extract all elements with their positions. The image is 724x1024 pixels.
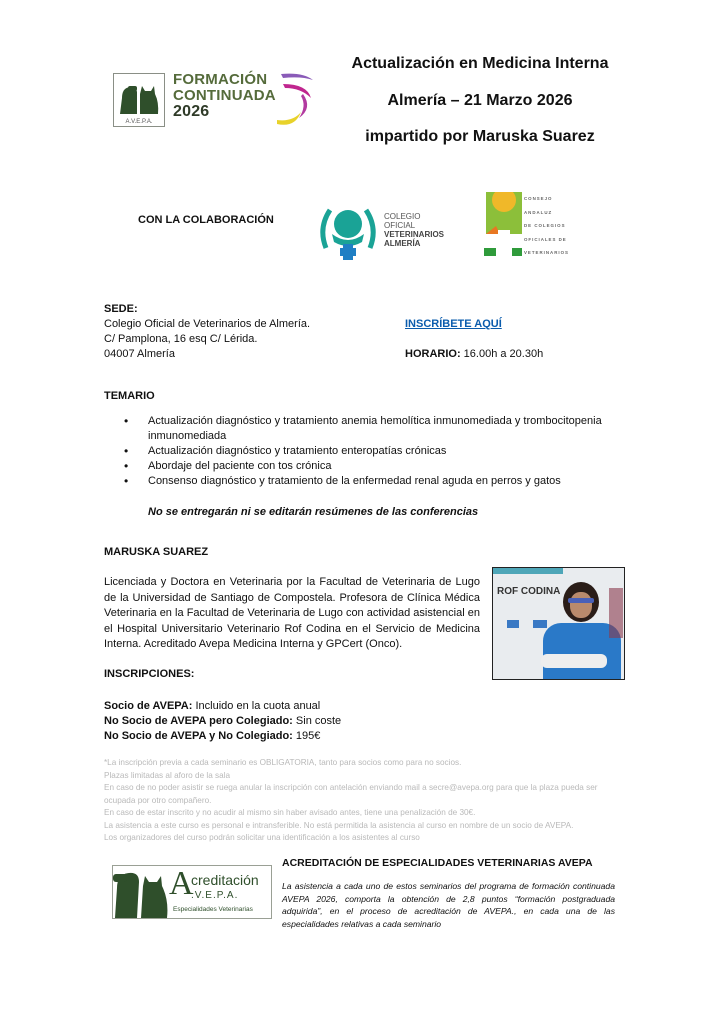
- photo-face: [570, 592, 592, 618]
- photo-sign-logo: [507, 620, 519, 628]
- acred-initial: A: [169, 865, 194, 902]
- avepa-box: [113, 73, 165, 127]
- inscripciones-label: INSCRIPCIONES:: [104, 668, 195, 680]
- temario-label: TEMARIO: [104, 390, 155, 402]
- temario-list: [124, 414, 624, 489]
- horario-label: HORARIO:: [405, 348, 461, 360]
- consejo-emblem-icon: [484, 188, 524, 258]
- photo-banner: [493, 568, 563, 574]
- inscripcion-row: [104, 729, 341, 744]
- temario-item: • Actualización diagnóstico y tratamiento anemia hemolítica inmunomediada y trombocitopenia inmunomediada: [124, 414, 624, 444]
- sede-line: C/ Pamplona, 16 esq C/ Lérida.: [104, 333, 258, 345]
- temario-item: • Consenso diagnóstico y tratamiento de la enfermedad renal aguda en perros y gatos: [124, 474, 624, 489]
- speaker-photo: [492, 567, 625, 680]
- formacion-continuada-logo: [113, 70, 313, 130]
- temario-note: No se entregarán ni se editarán resúmenes de las conferencias: [148, 506, 479, 518]
- temario-item: • Actualización diagnóstico y tratamiento enteropatías crónicas: [124, 444, 624, 459]
- note-line: Plazas limitadas al aforo de la sala: [104, 770, 231, 780]
- acreditacion-text: La asistencia a cada uno de estos seminarios del programa de formación continuada AVEPA 2026, comporta la obtención de 2,8 puntos “formación postgraduada adquirida”, en el proceso de acreditación de AVEPA., en cada una de las especialidades relativas a cada seminario: [282, 881, 615, 929]
- inscripcion-label: No Socio de AVEPA pero Colegiado:: [104, 715, 293, 727]
- note-line: En caso de no poder asistir se ruega anular la inscripción con antelación enviando mail a secre@avepa.org para que la plaza pueda ser ocupada por otro compañero.: [104, 783, 598, 805]
- photo-arms: [541, 654, 607, 668]
- acred-word: creditación: [191, 872, 259, 888]
- logo-line2: CONTINUADA: [173, 87, 276, 104]
- note-line: La asistencia a este curso es personal e intransferible. No está permitida la asistencia al curso en nombre de un socio de AVEPA.: [104, 820, 574, 830]
- consejo-line: VETERINARIOS: [524, 250, 569, 255]
- horario: [405, 347, 543, 362]
- horario-value: 16.00h a 20.30h: [463, 348, 544, 360]
- photo-glasses: [568, 598, 594, 603]
- speaker-bio: Licenciada y Doctora en Veterinaria por la Facultad de Veterinaria de Lugo de la Universidad de Santiago de Compostela. Profesora de Clínica Médica Veterinaria en la Facultad de Veterinaria de Lugo con actividad asistencial en el Hospital Universitario Veterinario Rof Codina en el Servicio de Medicina Interna. Acreditado Avepa Medicina Interna y GPCert (Onco).: [104, 576, 480, 650]
- dog-cat-silhouette-icon: [114, 74, 164, 126]
- colegio-text: [384, 212, 446, 248]
- note-line: *La inscripción previa a cada seminario es OBLIGATORIA, tanto para socios como para no socios.: [104, 758, 462, 767]
- inscripciones-list: [104, 699, 341, 744]
- sede-section: [104, 302, 310, 362]
- acred-avepa: .V.E.P.A.: [191, 890, 239, 901]
- colegio-line3: ALMERÍA: [384, 239, 421, 248]
- acreditacion-title: ACREDITACIÓN DE ESPECIALIDADES VETERINARIAS AVEPA: [282, 857, 593, 869]
- sede-line: Colegio Oficial de Veterinarios de Almería.: [104, 318, 311, 330]
- consejo-line: DE COLEGIOS: [524, 223, 566, 228]
- speaker-name: MARUSKA SUAREZ: [104, 546, 209, 558]
- consejo-text: [524, 192, 569, 260]
- consejo-line: CONSEJO: [524, 196, 553, 201]
- sede-label: SEDE:: [104, 303, 138, 315]
- inscripcion-value: 195€: [295, 730, 321, 742]
- photo-sign-logo: [533, 620, 547, 628]
- course-speaker: impartido por Maruska Suarez: [365, 128, 595, 145]
- collaboration-label: CON LA COLABORACIÓN: [138, 214, 274, 226]
- consejo-line: OFICIALES DE: [524, 236, 567, 242]
- inscripcion-value: Incluido en la cuota anual: [195, 700, 321, 712]
- logo-year: 2026: [173, 103, 210, 120]
- register-link[interactable]: INSCRÍBETE AQUÍ: [405, 318, 502, 330]
- course-title: Actualización en Medicina Interna: [351, 55, 609, 72]
- colegio-veterinarios-almeria-logo: [316, 198, 446, 262]
- photo-flowers: [609, 588, 623, 638]
- dog-cat-silhouette-icon: [113, 866, 169, 918]
- formacion-text: [173, 72, 276, 120]
- photo-sign: ROF CODINA: [497, 586, 561, 597]
- sede-line: 04007 Almería: [104, 348, 175, 360]
- note-line: En caso de estar inscrito y no acudir al mismo sin haber avisado antes, tiene una penalización de 30€.: [104, 808, 476, 817]
- logo-line1: FORMACIÓN: [173, 71, 268, 88]
- acred-sub: Especialidades Veterinarias: [173, 906, 253, 913]
- avepa-label: A.V.E.P.A.: [125, 119, 153, 125]
- inscripcion-label: Socio de AVEPA:: [104, 700, 193, 712]
- note-line: Los organizadores del curso podrán solicitar una identificación a los asistentes al curso: [104, 833, 420, 842]
- colegio-emblem-icon: [316, 198, 380, 262]
- inscripcion-row: [104, 699, 341, 714]
- consejo-andaluz-logo: [484, 188, 574, 258]
- acreditacion-avepa-logo: [112, 865, 272, 919]
- inscripcion-row: [104, 714, 341, 729]
- temario-item: • Abordaje del paciente con tos crónica: [124, 459, 624, 474]
- course-location-date: Almería – 21 Marzo 2026: [387, 92, 573, 109]
- swoosh-icon: [273, 70, 323, 130]
- inscripcion-value: Sin coste: [295, 715, 342, 727]
- registration-notes: [104, 757, 624, 845]
- inscripcion-label: No Socio de AVEPA y No Colegiado:: [104, 730, 293, 742]
- consejo-line: ANDALUZ: [524, 209, 553, 215]
- colegio-line2: VETERINARIOS: [384, 230, 445, 239]
- colegio-line1: COLEGIO OFICIAL: [384, 212, 421, 230]
